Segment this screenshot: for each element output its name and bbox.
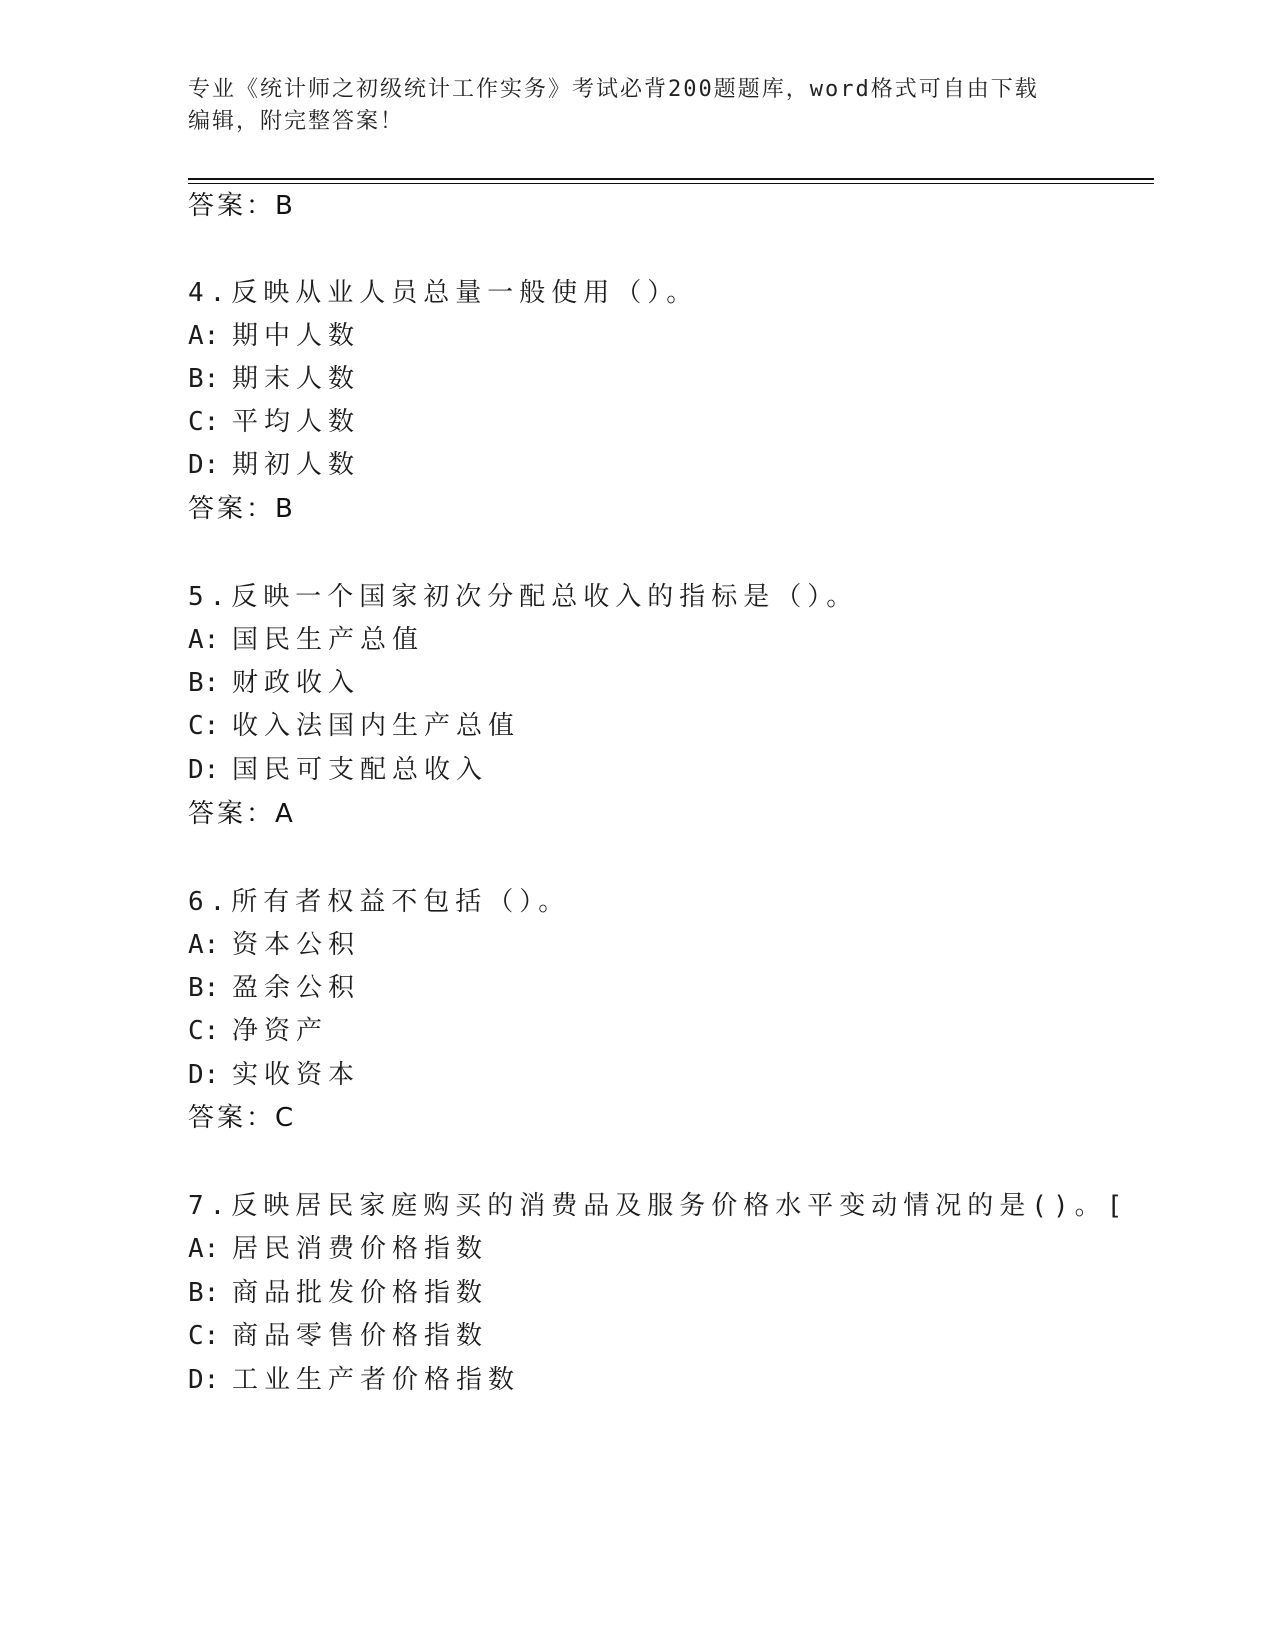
option-letter: A: (188, 321, 220, 351)
option-letter: D: (188, 450, 220, 480)
option-text: 盈余公积 (232, 973, 361, 1003)
option-d (188, 1363, 520, 1397)
option-text: 实收资本 (232, 1060, 361, 1090)
option-text: 国民可支配总收入 (232, 755, 489, 785)
option-text: 财政收入 (232, 668, 361, 698)
option-text: 净资产 (232, 1016, 329, 1046)
option-letter: C: (188, 711, 220, 741)
option-c (188, 1014, 328, 1048)
question-stem: 6.所有者权益不包括（）。 (188, 887, 571, 917)
option-c (188, 1319, 488, 1353)
option-a (188, 928, 360, 962)
option-text: 收入法国内生产总值 (232, 711, 521, 741)
option-d (188, 1058, 360, 1092)
option-letter: A: (188, 625, 220, 655)
option-a (188, 623, 424, 657)
option-d (188, 753, 488, 787)
option-text: 工业生产者价格指数 (232, 1365, 521, 1395)
option-a (188, 319, 360, 353)
header-divider-thin (188, 183, 1154, 184)
option-b (188, 971, 360, 1005)
answer: 答案：A (188, 799, 296, 829)
option-letter: B: (188, 668, 220, 698)
option-text: 居民消费价格指数 (232, 1234, 489, 1264)
option-text: 期中人数 (232, 321, 361, 351)
header-line-1: 专业《统计师之初级统计工作实务》考试必背200题题库，word格式可自由下载 (188, 77, 1039, 102)
option-c (188, 709, 520, 743)
option-letter: C: (188, 1016, 220, 1046)
option-text: 平均人数 (232, 407, 361, 437)
question-stem: 7.反映居民家庭购买的消费品及服务价格水平变动情况的是()。[ (188, 1191, 1129, 1221)
option-a (188, 1232, 488, 1266)
option-b (188, 666, 360, 700)
question-stem: 4.反映从业人员总量一般使用（）。 (188, 278, 699, 308)
option-d (188, 448, 360, 482)
option-letter: B: (188, 364, 220, 394)
header-line-2: 编辑，附完整答案！ (188, 109, 405, 134)
question-stem: 5.反映一个国家初次分配总收入的指标是（）。 (188, 582, 859, 612)
option-letter: C: (188, 1321, 220, 1351)
option-text: 国民生产总值 (232, 625, 425, 655)
option-text: 商品批发价格指数 (232, 1278, 489, 1308)
option-c (188, 405, 360, 439)
option-text: 资本公积 (232, 930, 361, 960)
option-letter: C: (188, 407, 220, 437)
document-header (188, 74, 1088, 138)
option-text: 商品零售价格指数 (232, 1321, 489, 1351)
answer: 答案：B (188, 494, 296, 524)
option-text: 期初人数 (232, 450, 361, 480)
answer: 答案：C (188, 1103, 297, 1133)
option-b (188, 362, 360, 396)
option-text: 期末人数 (232, 364, 361, 394)
option-letter: A: (188, 930, 220, 960)
previous-answer: 答案：B (188, 191, 296, 221)
option-letter: D: (188, 755, 220, 785)
option-letter: B: (188, 1278, 220, 1308)
header-divider-thick (188, 178, 1154, 180)
option-letter: D: (188, 1060, 220, 1090)
option-letter: A: (188, 1234, 220, 1264)
option-letter: D: (188, 1365, 220, 1395)
option-letter: B: (188, 973, 220, 1003)
option-b (188, 1276, 488, 1310)
